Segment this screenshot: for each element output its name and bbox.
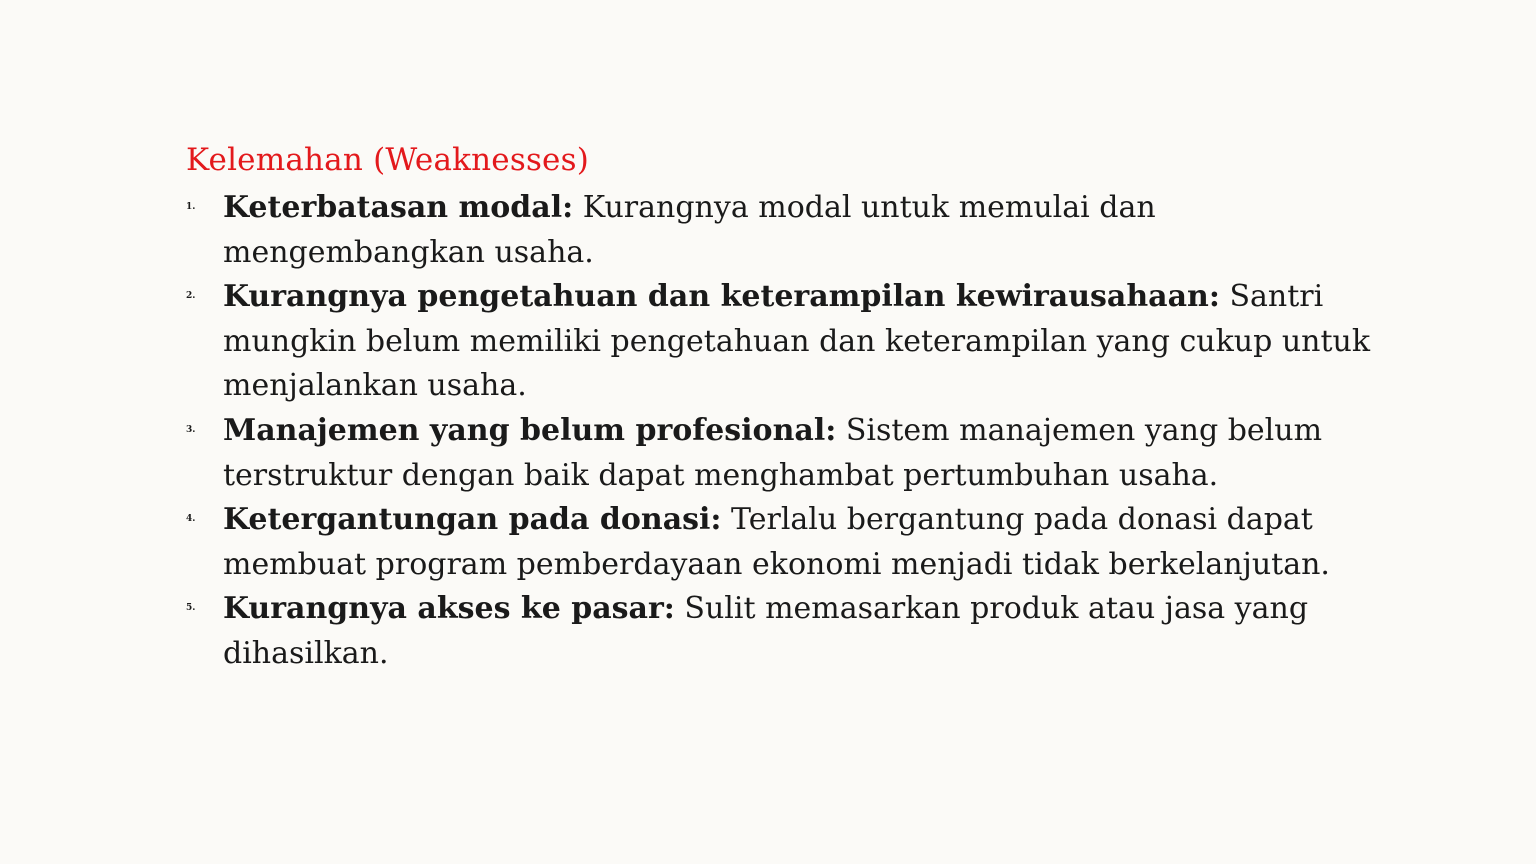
list-item (186, 409, 1406, 498)
item-description: Kurangnya modal untuk memulai dan mengembangkan usaha. (223, 190, 1156, 270)
weaknesses-list (186, 186, 1406, 677)
list-number: 2. (186, 291, 196, 302)
slide-content (186, 140, 1406, 677)
item-description: Santri mungkin belum memiliki pengetahuan dan keterampilan yang cukup untuk menjalankan usaha. (223, 279, 1371, 404)
list-item (186, 498, 1406, 587)
item-term: Manajemen yang belum profesional: (223, 412, 837, 448)
item-description: Sulit memasarkan produk atau jasa yang dihasilkan. (223, 591, 1309, 671)
item-description: Sistem manajemen yang belum terstruktur dengan baik dapat menghambat pertumbuhan usaha. (223, 412, 1323, 493)
section-heading: Kelemahan (Weaknesses) (186, 142, 589, 178)
item-term: Keterbatasan modal: (223, 190, 574, 225)
item-term: Kurangnya akses ke pasar: (223, 591, 675, 627)
list-item (186, 587, 1406, 676)
list-number: 4. (186, 514, 196, 525)
list-number: 3. (186, 424, 196, 435)
item-term: Kurangnya pengetahuan dan keterampilan kewirausahaan: (223, 279, 1220, 315)
list-item (186, 275, 1406, 409)
list-number: 5. (186, 603, 196, 614)
item-description: Terlalu bergantung pada donasi dapat membuat program pemberdayaan ekonomi menjadi tidak berkelanjutan. (223, 502, 1330, 582)
list-item (186, 186, 1406, 275)
item-term: Ketergantungan pada donasi: (223, 502, 722, 538)
list-number: 1. (186, 202, 196, 212)
